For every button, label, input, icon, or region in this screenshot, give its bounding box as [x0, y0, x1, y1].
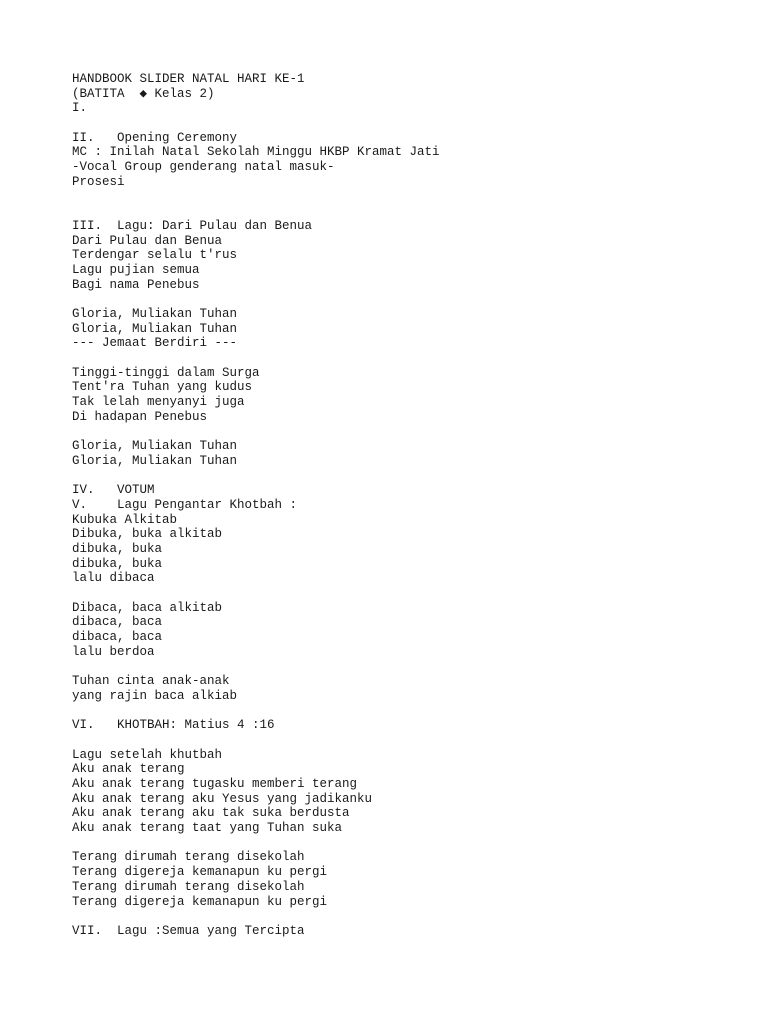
blank-line: [72, 204, 752, 219]
lyric-line: Gloria, Muliakan Tuhan: [72, 439, 238, 454]
lyric-line: yang rajin baca alkiab: [72, 688, 238, 703]
blank-line: [72, 116, 752, 131]
lyric-line: Terang digereja kemanapun ku pergi: [72, 865, 328, 880]
lyric-line: Tent'ra Tuhan yang kudus: [72, 380, 253, 395]
lyric-line: Aku anak terang tugasku memberi terang: [72, 777, 358, 791]
text-line: Prosesi: [72, 174, 125, 189]
lyric-line: dibuka, buka: [72, 556, 163, 571]
section-heading-v: V. Lagu Pengantar Khotbah :: [72, 497, 298, 512]
lyric-line: Terang dirumah terang disekolah: [72, 879, 305, 894]
lyric-line: lalu dibaca: [72, 571, 155, 586]
blank-line: [72, 586, 752, 601]
document-page: [72, 72, 752, 939]
lyric-line: dibaca, baca: [72, 615, 163, 630]
lyric-line: Terang dirumah terang disekolah: [72, 850, 305, 865]
section-heading-ii: II. Opening Ceremony: [72, 130, 238, 145]
blank-line: [72, 733, 752, 748]
lyric-line: Gloria, Muliakan Tuhan: [72, 321, 238, 336]
text-line: -Vocal Group genderang natal masuk-: [72, 160, 335, 175]
lyric-line: Lagu setelah khutbah: [72, 747, 223, 762]
lyric-line: Dibaca, baca alkitab: [72, 600, 223, 615]
lyric-line: Lagu pujian semua: [72, 262, 200, 277]
blank-line: [72, 425, 752, 440]
document-title: HANDBOOK SLIDER NATAL HARI KE-1: [72, 72, 305, 86]
text-line: MC : Inilah Natal Sekolah Minggu HKBP Kramat Jati: [72, 145, 440, 160]
section-heading-vii: VII. Lagu :Semua yang Tercipta: [72, 923, 305, 938]
document-subtitle: (BATITA ◆ Kelas 2): [72, 86, 215, 101]
blank-line: [72, 351, 752, 366]
blank-line: [72, 469, 752, 484]
lyric-line: Bagi nama Penebus: [72, 277, 200, 292]
lyric-line: Aku anak terang aku Yesus yang jadikanku: [72, 791, 373, 806]
lyric-line: Aku anak terang aku tak suka berdusta: [72, 806, 350, 821]
lyric-line: Gloria, Muliakan Tuhan: [72, 307, 238, 321]
blank-line: [72, 704, 752, 719]
blank-line: [72, 190, 752, 205]
section-heading-i: I.: [72, 101, 88, 116]
lyric-line: Terdengar selalu t'rus: [72, 248, 238, 263]
lyric-line: Dari Pulau dan Benua: [72, 233, 223, 248]
lyric-line: dibaca, baca: [72, 630, 163, 645]
lyric-line: Tuhan cinta anak-anak: [72, 674, 230, 689]
lyric-line: Kubuka Alkitab: [72, 512, 178, 527]
blank-line: [72, 292, 752, 307]
section-heading-iv: IV. VOTUM: [72, 483, 155, 498]
blank-line: [72, 909, 752, 924]
lyric-line: Di hadapan Penebus: [72, 409, 208, 424]
lyric-line: lalu berdoa: [72, 644, 155, 659]
blank-line: [72, 660, 752, 675]
lyric-line: Tak lelah menyanyi juga: [72, 395, 245, 410]
lyric-line: Terang digereja kemanapun ku pergi: [72, 894, 328, 909]
section-heading-vi: VI. KHOTBAH: Matius 4 :16: [72, 718, 275, 733]
lyric-line: Tinggi-tinggi dalam Surga: [72, 365, 260, 380]
lyric-line: Dibuka, buka alkitab: [72, 527, 223, 542]
lyric-line: Aku anak terang taat yang Tuhan suka: [72, 821, 343, 836]
section-heading-iii: III. Lagu: Dari Pulau dan Benua: [72, 218, 313, 233]
instruction-line: --- Jemaat Berdiri ---: [72, 336, 238, 351]
lyric-line: Gloria, Muliakan Tuhan: [72, 453, 238, 468]
blank-line: [72, 836, 752, 851]
lyric-line: dibuka, buka: [72, 542, 163, 556]
lyric-line: Aku anak terang: [72, 762, 185, 777]
